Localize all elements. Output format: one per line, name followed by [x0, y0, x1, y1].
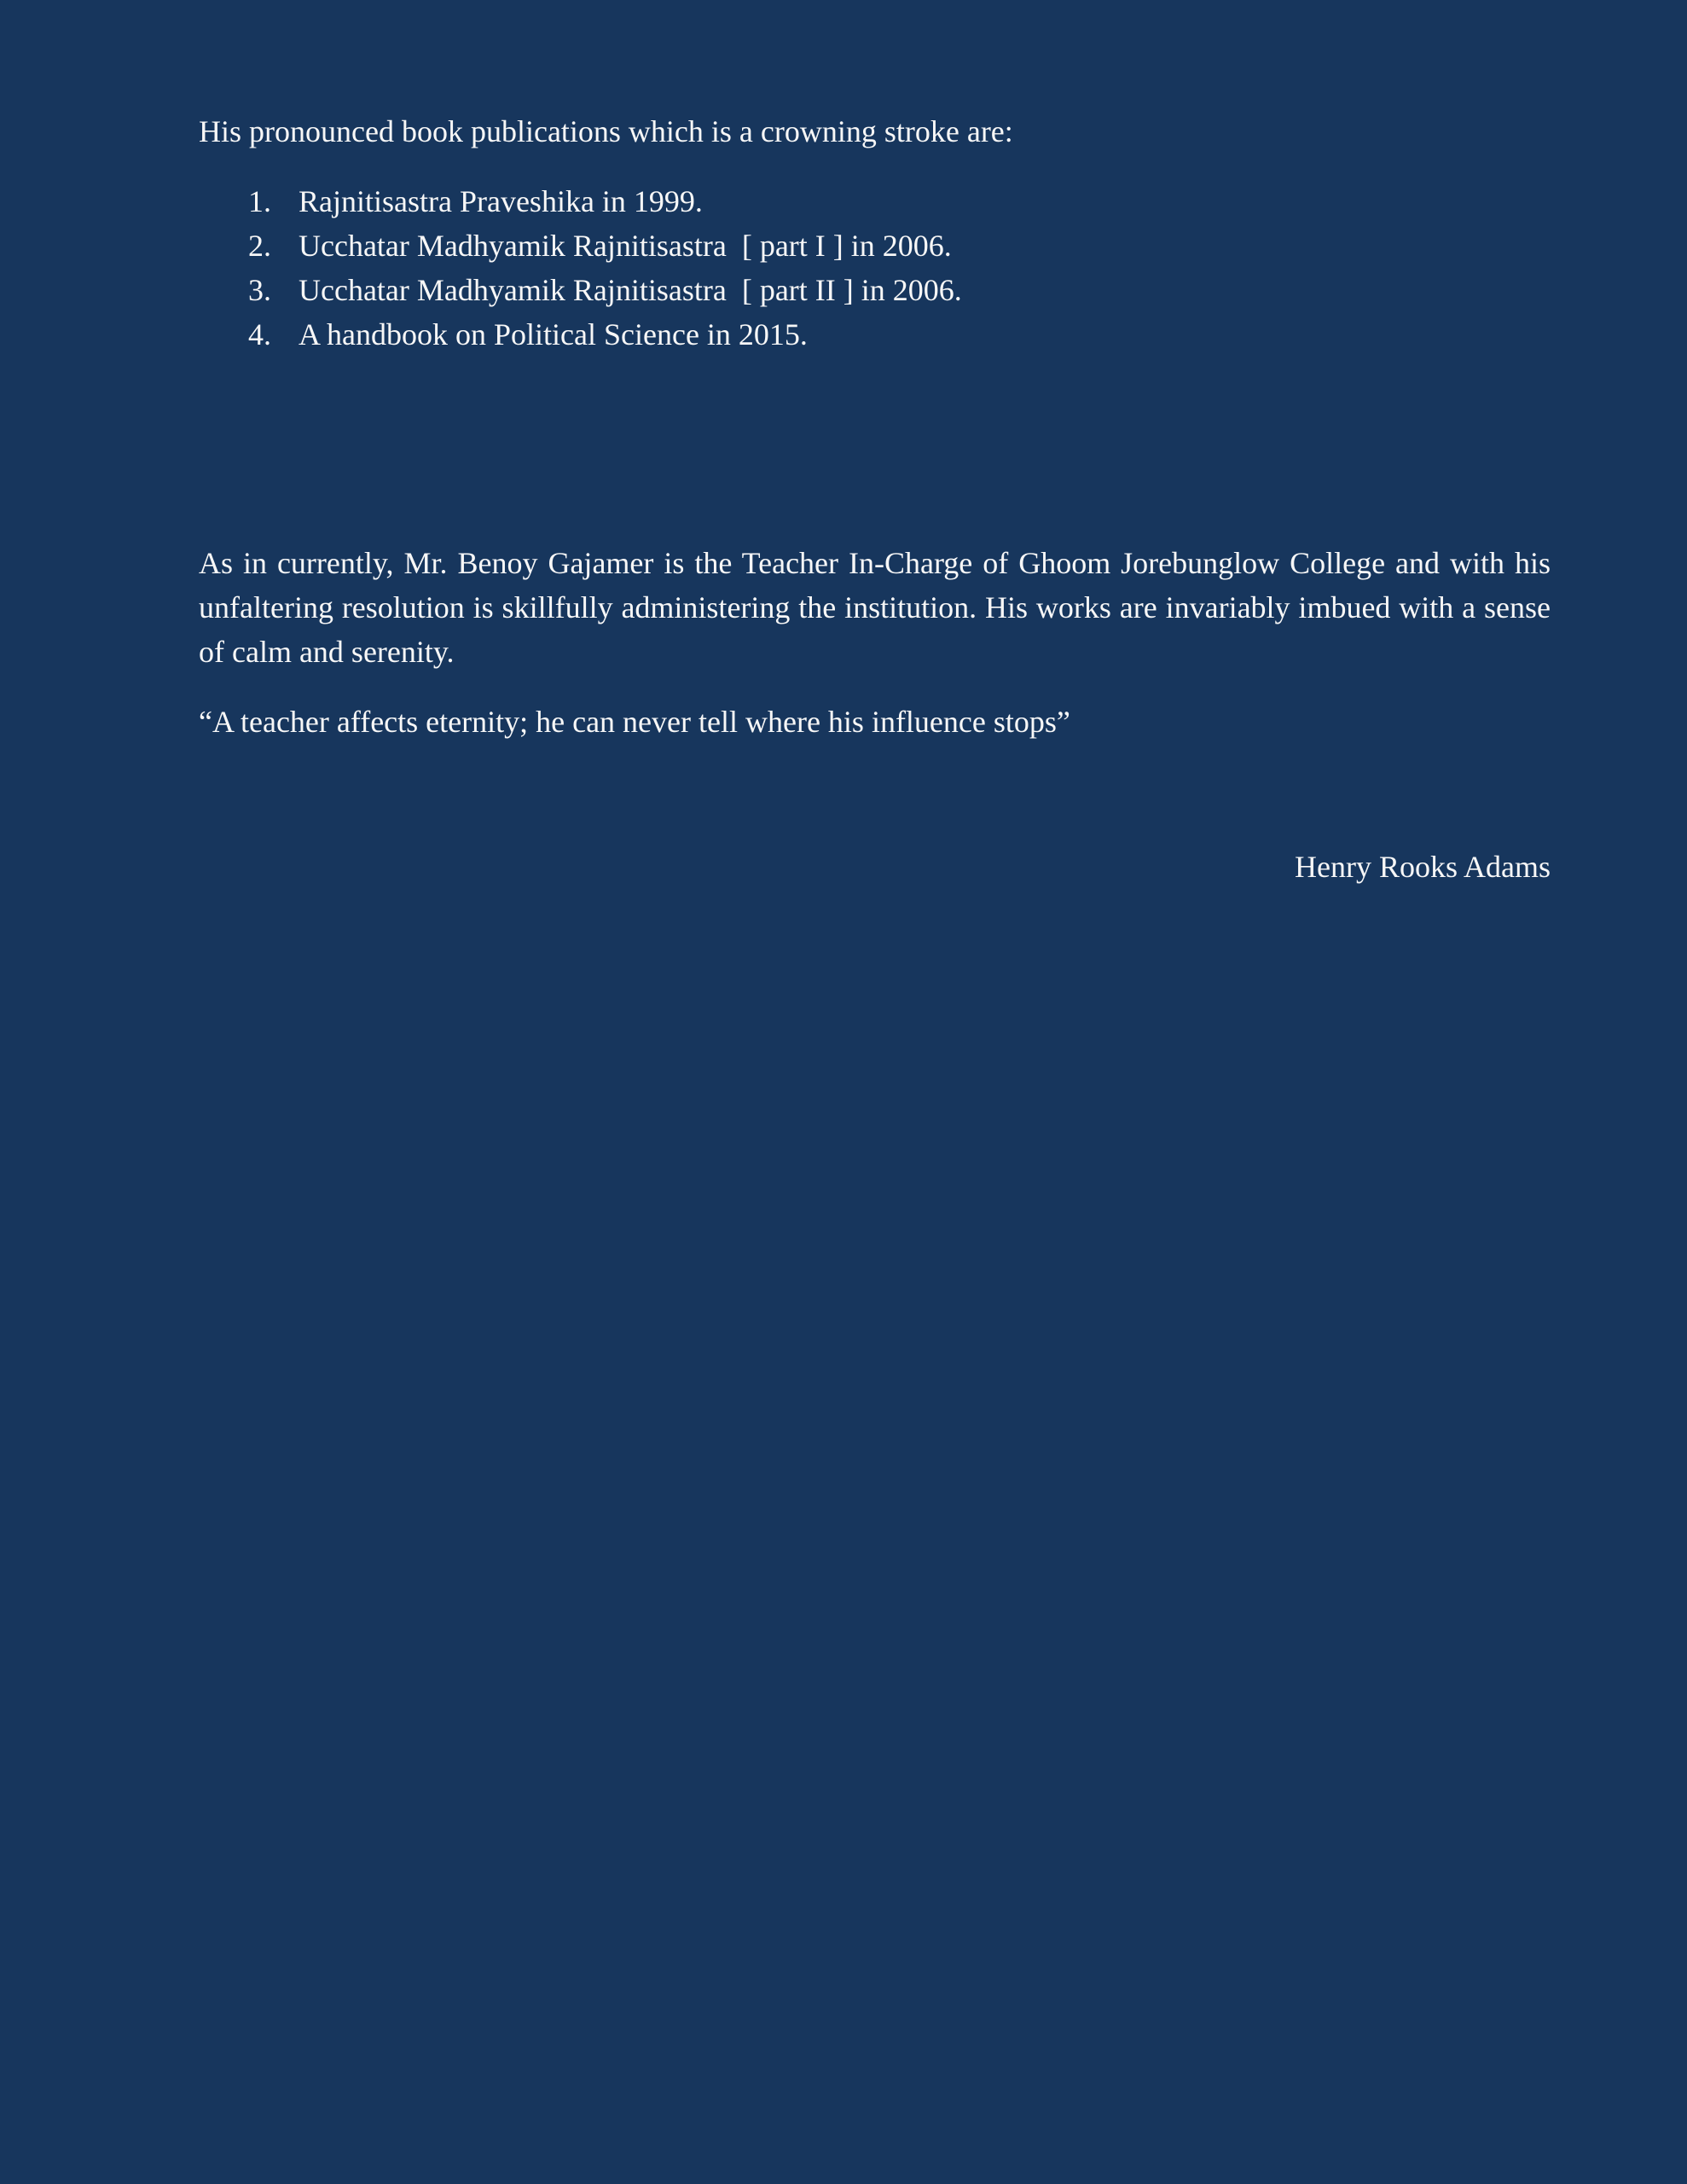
publication-item-1 [199, 179, 1551, 224]
publication-number: 4. [248, 317, 271, 351]
publication-item-2 [199, 224, 1551, 268]
publication-number: 1. [248, 184, 271, 218]
publication-title: Ucchatar Madhyamik Rajnitisastra [ part II ] in 2006. [299, 273, 962, 307]
publication-title: Ucchatar Madhyamik Rajnitisastra [ part I ] in 2006. [299, 229, 952, 263]
publications-intro: His pronounced book publications which is a crowning stroke are: [199, 114, 1013, 148]
publications-list [199, 179, 1551, 357]
quote-attribution: Henry Rooks Adams [1295, 850, 1551, 884]
publication-item-4 [199, 312, 1551, 357]
publication-number: 3. [248, 273, 271, 307]
teacher-quote: “A teacher affects eternity; he can never tell where his influence stops” [199, 705, 1070, 739]
teacher-description-paragraph: As in currently, Mr. Benoy Gajamer is the Teacher In-Charge of Ghoom Jorebunglow College and with his unfaltering resolution is skillfully administering the institution. His works are invariably imbued with a sense of calm and serenity. [199, 546, 1551, 669]
publication-title: A handbook on Political Science in 2015. [299, 317, 808, 351]
document-content [199, 109, 1551, 889]
publication-number: 2. [248, 229, 271, 263]
publication-title: Rajnitisastra Praveshika in 1999. [299, 184, 703, 218]
publication-item-3 [199, 268, 1551, 312]
